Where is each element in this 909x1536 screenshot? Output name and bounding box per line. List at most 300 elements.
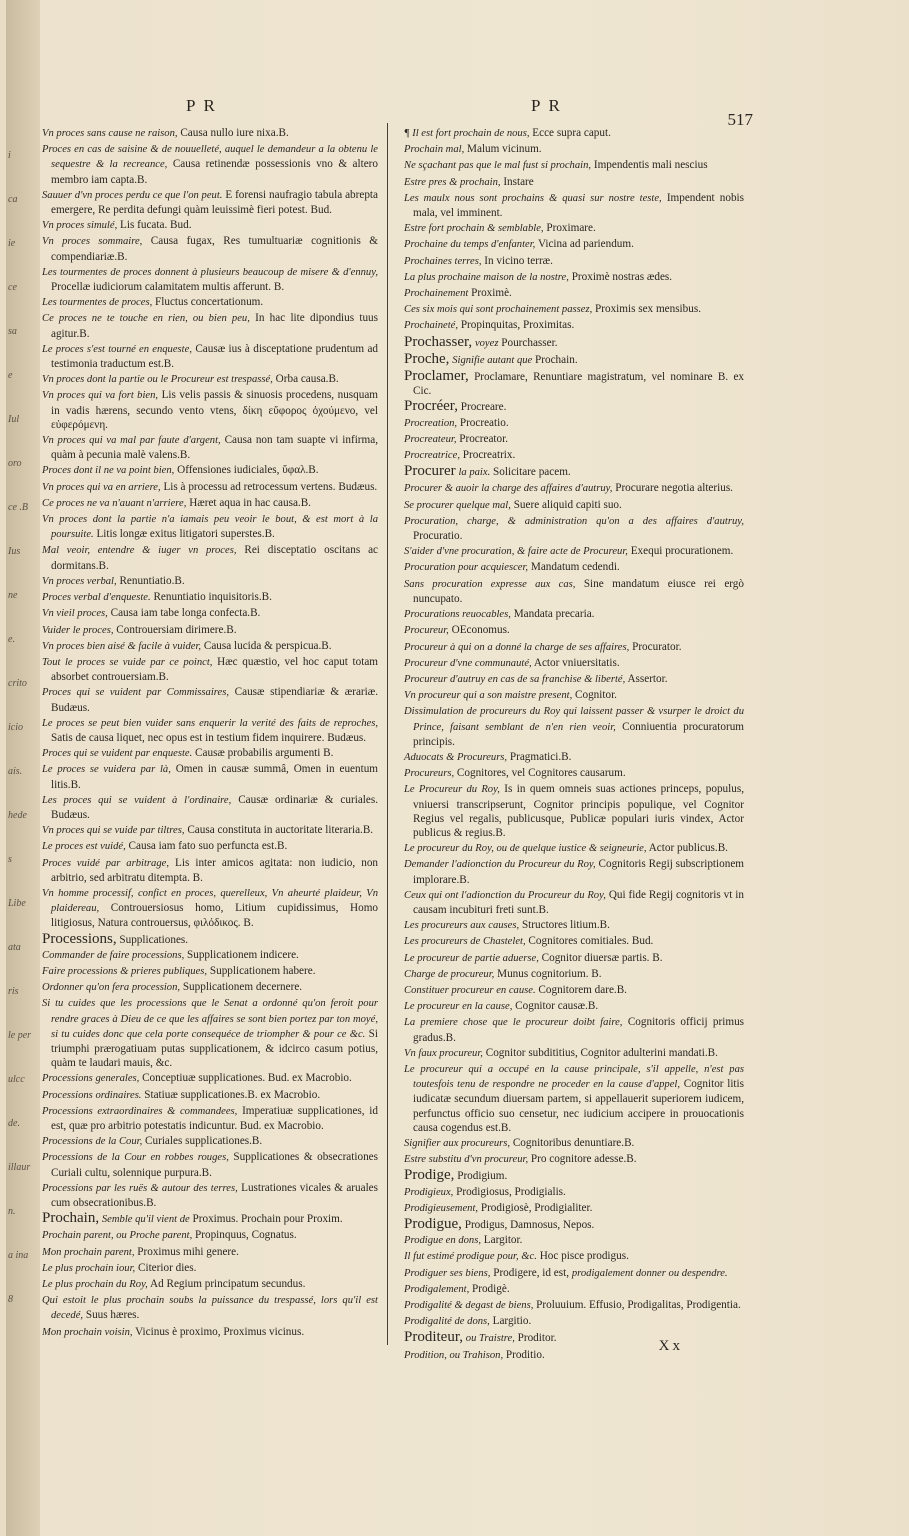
dictionary-entry — [42, 342, 378, 371]
gutter-fragment: crito — [8, 678, 27, 689]
headword: Procurer — [404, 463, 456, 480]
dictionary-entry — [404, 688, 744, 703]
dictionary-entry — [404, 448, 744, 463]
latin-equivalent: Prodigium. — [457, 1170, 508, 1183]
latin-equivalent: Proclamare, Renuntiare magistratum, vel nominare B. ex Cic. — [413, 371, 745, 398]
dictionary-entry — [404, 560, 744, 575]
french-phrase: Processions ordinaires. — [42, 1089, 142, 1101]
latin-equivalent: Munus cognitorium. B. — [497, 967, 602, 980]
dictionary-entry — [404, 640, 744, 655]
latin-equivalent: Rei disceptatio oscitans ac dormitans.B. — [51, 544, 378, 572]
dictionary-entry — [42, 388, 378, 432]
french-phrase: Ces six mois qui sont prochainement passez, — [404, 304, 593, 316]
dictionary-entry — [42, 142, 378, 187]
gutter-fragment: s — [8, 854, 12, 865]
dictionary-entry — [404, 221, 744, 236]
french-phrase: Qui estoit le plus prochain soubs la puissance du trespassé, lors qu'il est decedé, — [42, 1295, 378, 1322]
french-phrase: Vn proces qui va mal par faute d'argent, — [42, 435, 221, 447]
french-phrase: Le plus prochain du Roy, — [42, 1279, 148, 1291]
latin-equivalent: Structores litium.B. — [521, 919, 610, 932]
french-phrase: Prochainement — [404, 288, 469, 300]
latin-equivalent: Cognitorem dare.B. — [538, 983, 627, 996]
latin-equivalent: Proximare. — [546, 222, 596, 235]
french-phrase: Les proces qui se vuident à l'ordinaire, — [42, 794, 232, 806]
latin-equivalent: Procuratio. — [413, 530, 463, 543]
latin-equivalent: Solicitare pacem. — [493, 466, 571, 479]
facing-page-gutter — [6, 0, 40, 1536]
dictionary-entry — [404, 1330, 744, 1346]
dictionary-entry — [42, 1228, 378, 1243]
french-phrase: Vn proces simulé, — [42, 220, 118, 232]
french-phrase: Ordonner qu'on fera procession, — [42, 982, 181, 994]
latin-equivalent: Propinquitas, Proximitas. — [460, 319, 575, 332]
french-phrase: Mon prochain voisin, — [42, 1326, 133, 1338]
dictionary-entry — [42, 1088, 378, 1103]
latin-equivalent: Procreator. — [459, 432, 509, 445]
french-phrase: Se procurer quelque mal, — [404, 499, 511, 511]
french-phrase: Commander de faire processions, — [42, 949, 185, 961]
running-head-right: PR — [531, 96, 568, 115]
french-phrase: Le proces est vuidé, — [42, 841, 126, 853]
french-phrase: Procreateur, — [404, 433, 457, 445]
latin-equivalent: In vicino terræ. — [484, 254, 553, 267]
french-phrase: Vn proces dont la partie n'a iamais peu veoir le bout, & est mort à la poursuite. — [42, 514, 378, 541]
dictionary-entry — [42, 463, 378, 478]
french-phrase: Prodigalité de dons, — [404, 1316, 490, 1328]
french-phrase: Dissimulation de procureurs du Roy qui laissent passer & vsurper le droict du Prince, faisant semblant de n'en rien veoir, — [404, 706, 744, 733]
latin-equivalent: Conniuentia procuratorum principis. — [413, 720, 744, 748]
dictionary-entry — [404, 1201, 744, 1216]
latin-equivalent: Offensiones iudiciales, ὕφαλ.B. — [177, 464, 319, 477]
french-phrase: Le procureur en la cause, — [404, 1001, 513, 1013]
french-phrase: Vn homme processif, confict en proces, querelleux, Vn aheurté plaideur, Vn plaidereau, — [42, 887, 378, 915]
latin-equivalent: Impendent nobis mala, vel imminent. — [413, 191, 744, 220]
french-phrase: ou Traistre, — [465, 1333, 515, 1345]
dictionary-entry — [42, 856, 378, 885]
dictionary-entry — [42, 839, 378, 854]
dictionary-entry — [42, 655, 378, 684]
signature-mark: Xx — [658, 1338, 683, 1354]
french-phrase: Vn faux procureur, — [404, 1047, 483, 1059]
headword: Prochain, — [42, 1210, 100, 1227]
gutter-fragment: oro — [8, 458, 22, 469]
gutter-fragment: Iul — [8, 414, 20, 425]
dictionary-entry — [404, 1282, 744, 1297]
gutter-fragment: n. — [8, 1206, 16, 1217]
latin-equivalent: Curiales supplicationes.B. — [145, 1135, 263, 1148]
dictionary-entry — [404, 1217, 744, 1232]
dictionary-entry — [42, 716, 378, 745]
dictionary-entry — [42, 311, 378, 340]
dictionary-entry — [42, 295, 378, 310]
dictionary-entry — [404, 1298, 744, 1313]
dictionary-entry — [404, 335, 744, 351]
french-phrase: Le proces s'est tourné en enqueste, — [42, 343, 192, 355]
column-rule — [387, 123, 388, 1345]
latin-equivalent: Causæ ordinariæ & curiales. Budæus. — [51, 793, 379, 821]
french-phrase: Vn proces sommaire, — [42, 236, 143, 248]
dictionary-entry — [42, 1261, 378, 1276]
french-phrase: Estre pres & prochain, — [404, 176, 501, 188]
dictionary-entry — [404, 416, 744, 431]
latin-equivalent: Largitio. — [492, 1315, 532, 1328]
gutter-fragment: ca — [8, 194, 18, 205]
dictionary-entry — [404, 704, 744, 749]
french-phrase: Vn proces bien aisé & facile à vuider, — [42, 640, 202, 652]
dictionary-entry — [404, 514, 744, 543]
latin-equivalent: Supplicationem indicere. — [187, 948, 299, 961]
headword: Prodige, — [404, 1167, 455, 1184]
latin-equivalent: Proximè. — [471, 287, 512, 300]
dictionary-entry — [42, 234, 378, 263]
dictionary-entry — [404, 888, 744, 917]
french-phrase: Proces vuidé par arbitrage, — [42, 857, 169, 869]
dictionary-entry — [404, 254, 744, 269]
dictionary-entry — [42, 480, 378, 495]
latin-equivalent: Controuersiam dirimere.B. — [116, 623, 237, 636]
latin-equivalent: Pragmatici.B. — [509, 750, 572, 763]
latin-equivalent: Hæret aqua in hac causa.B. — [189, 496, 311, 509]
gutter-fragment: Libe — [8, 898, 26, 909]
dictionary-entry — [42, 932, 378, 947]
french-phrase: Prodiguer ses biens, — [404, 1267, 491, 1279]
dictionary-entry — [42, 433, 378, 462]
french-phrase: Estre fort prochain & semblable, — [404, 223, 544, 235]
dictionary-entry — [42, 1181, 378, 1210]
french-phrase: Processions de la Cour, — [42, 1136, 143, 1148]
headword: Procréer, — [404, 398, 458, 415]
french-phrase: Prochaine du temps d'enfanter, — [404, 239, 536, 251]
dictionary-page — [6, 0, 909, 1536]
latin-equivalent: Lis fucata. Bud. — [120, 219, 192, 232]
latin-equivalent: Ad Regium principatum secundus. — [150, 1278, 306, 1291]
latin-equivalent: Supplicationes. — [119, 933, 189, 946]
latin-equivalent: Vicinus è proximo, Proximus vicinus. — [135, 1325, 305, 1338]
latin-equivalent: Proximus mihi genere. — [137, 1245, 239, 1258]
dictionary-entry — [404, 623, 744, 638]
latin-equivalent: Exequi procurationem. — [630, 545, 734, 558]
dictionary-entry — [42, 126, 378, 141]
latin-equivalent: Satis de causa liquet, nec opus est in testium fidem inquirere. Budæus. — [51, 731, 367, 744]
latin-equivalent: Cognitoribus denuntiare.B. — [512, 1137, 635, 1149]
french-phrase: Proces qui se vuident par enqueste. — [42, 748, 193, 760]
latin-equivalent: Fluctus concertationum. — [155, 296, 264, 309]
latin-equivalent: Causa iam fato suo perfuncta est.B. — [128, 840, 288, 853]
gutter-fragment: i — [8, 150, 11, 161]
latin-equivalent: Procreatio. — [459, 416, 509, 429]
latin-equivalent: Causæ stipendiariæ & ærariæ. Budæus. — [51, 686, 379, 714]
dictionary-entry — [42, 1071, 378, 1086]
latin-equivalent: In hac lite dipondius tuus agitur.B. — [51, 312, 379, 340]
dictionary-entry — [42, 980, 378, 995]
gutter-fragment: ie — [8, 238, 16, 249]
latin-equivalent: Qui fide Regij cognitoris vt in causam incubituri freti sunt.B. — [413, 888, 745, 916]
latin-equivalent: Citerior dies. — [138, 1261, 197, 1274]
dictionary-entry — [404, 142, 744, 157]
dictionary-entry — [42, 590, 378, 605]
dictionary-entry — [404, 1314, 744, 1329]
headword: Proche, — [404, 350, 450, 367]
dictionary-entry — [404, 750, 744, 765]
latin-equivalent: Conceptiuæ supplicationes. Bud. ex Macrobio. — [142, 1072, 352, 1085]
french-phrase: Le plus prochain iour, — [42, 1262, 136, 1274]
gutter-fragment: le per — [8, 1030, 32, 1041]
latin-equivalent: Impendentis mali nescius — [593, 159, 708, 172]
french-phrase: Faire processions & prieres publiques, — [42, 965, 208, 977]
latin-equivalent: Proluuium. Effusio, Prodigalitas, Prodigentia. — [536, 1299, 741, 1312]
right-column — [404, 126, 744, 1364]
latin-equivalent: Propinquus, Cognatus. — [195, 1229, 297, 1242]
dictionary-entry — [42, 1134, 378, 1149]
latin-equivalent: Causa iam tabe longa confecta.B. — [110, 607, 261, 620]
latin-equivalent: Causa fugax, Res tumultuariæ cognitionis & compendiariæ.B. — [51, 235, 378, 263]
dictionary-entry — [404, 999, 744, 1014]
latin-equivalent: Mandata precaria. — [513, 608, 595, 621]
gutter-fragment: ris — [8, 986, 19, 997]
french-phrase: Processions par les ruës & autour des terres, — [42, 1182, 238, 1194]
latin-equivalent: Prochain. — [535, 353, 578, 366]
dictionary-entry — [42, 793, 378, 822]
gutter-fragment: ce — [8, 282, 17, 293]
french-phrase: Proces dont il ne va point bien, — [42, 465, 175, 477]
french-phrase: ¶ Il est fort prochain de nous, — [404, 128, 530, 139]
latin-equivalent: Is in quem omneis suas actiones princeps, populus, vniuersi transcripserunt, Cognitor principis populique, vel Cognitor Regius vel regalis, publicusque, Publicæ populari iuris vindex, Actor publicus & regius.B. — [413, 783, 744, 839]
latin-equivalent: Cognitoris officij primus gradus.B. — [413, 1016, 745, 1044]
dictionary-entry — [42, 685, 378, 714]
french-phrase: Les procureurs de Chastelet, — [404, 936, 526, 948]
dictionary-entry — [404, 1152, 744, 1167]
latin-equivalent: Proditio. — [505, 1348, 545, 1361]
french-phrase: Le procureur de partie aduerse, — [404, 952, 539, 964]
french-phrase: Demander l'adionction du Procureur du Roy, — [404, 859, 596, 871]
dictionary-entry — [404, 1136, 744, 1151]
latin-equivalent: Mandatum cedendi. — [530, 561, 620, 574]
latin-equivalent: Lustrationes vicales & aruales cum obsecrationibus.B. — [51, 1181, 379, 1210]
latin-equivalent: Actor publicus.B. — [648, 842, 728, 855]
french-phrase: Ce proces ne va n'auant n'arriere, — [42, 497, 187, 509]
french-phrase: Procureur d'autruy en cas de sa franchise & liberté, — [404, 673, 626, 685]
french-phrase: Les procureurs aux causes, — [404, 920, 520, 932]
french-phrase: Processions extraordinaires & commandees, — [42, 1105, 238, 1117]
latin-equivalent: Imperatiuæ supplicationes, id est, quæ pro arbitrio potestatis indicuntur. Bud. ex Macrobio. — [51, 1104, 378, 1132]
dictionary-entry — [404, 318, 744, 333]
gutter-fragment: ne — [8, 590, 18, 601]
french-phrase: Proces qui se vuident par Commissaires, — [42, 687, 229, 699]
latin-equivalent: Suus hæres. — [85, 1309, 140, 1322]
french-phrase: Sauuer d'vn proces perdu ce que l'on peut. — [42, 189, 223, 201]
latin-equivalent: Causa lucida & perspicua.B. — [203, 639, 332, 652]
french-phrase: Prodigalement, — [404, 1283, 470, 1295]
gutter-fragment: de. — [8, 1118, 20, 1129]
latin-equivalent: Actor vniuersitatis. — [533, 656, 620, 669]
latin-equivalent: Cognitor diuersæ partis. B. — [541, 951, 663, 964]
dictionary-entry — [42, 1104, 378, 1133]
french-phrase: Vn proces verbal, — [42, 575, 117, 587]
dictionary-entry — [404, 983, 744, 998]
dictionary-entry — [42, 1150, 378, 1179]
french-phrase: Prodigieux, — [404, 1186, 454, 1198]
latin-equivalent: Proximus. Prochain pour Proxim. — [192, 1213, 343, 1226]
latin-equivalent: Causa retinendæ possessionis vno & altero membro iam capta.B. — [51, 158, 379, 186]
latin-equivalent: Cognitor. — [575, 689, 617, 702]
headword: Prodigue, — [404, 1216, 462, 1233]
latin-equivalent: Instare — [503, 175, 534, 188]
left-column — [42, 126, 378, 1341]
french-phrase: Sans procuration expresse aux cas, — [404, 578, 576, 590]
latin-equivalent: Pourchasser. — [501, 336, 558, 349]
dictionary-entry — [42, 372, 378, 387]
french-phrase: Signifier aux procureurs, — [404, 1138, 511, 1149]
latin-equivalent: Procreatrix. — [462, 449, 516, 462]
latin-equivalent: OEconomus. — [451, 624, 510, 637]
french-phrase: Procureur, — [404, 625, 449, 637]
dictionary-entry — [42, 1325, 378, 1340]
latin-equivalent: Lis à processu ad retrocessum vertens. Budæus. — [163, 480, 378, 493]
french-phrase: Mon prochain parent, — [42, 1246, 135, 1258]
latin-equivalent: Cognitor causæ.B. — [515, 1000, 599, 1013]
dictionary-entry — [404, 782, 744, 840]
latin-equivalent: Procreare. — [460, 401, 507, 414]
french-phrase: Prochaineté, — [404, 320, 459, 332]
french-phrase: Ceux qui ont l'adionction du Procureur du Roy, — [404, 889, 606, 901]
dictionary-entry — [404, 126, 744, 141]
latin-equivalent: Renuntiatio inquisitoris.B. — [153, 591, 272, 604]
latin-equivalent: Causa nullo iure nixa.B. — [180, 127, 289, 139]
dictionary-entry — [404, 672, 744, 687]
gutter-fragment: ais. — [8, 766, 23, 777]
dictionary-entry — [404, 577, 744, 606]
dictionary-entry — [42, 1293, 378, 1323]
latin-equivalent: Supplicationem decernere. — [182, 981, 303, 994]
french-phrase: Prodigue en dons, — [404, 1235, 481, 1247]
gutter-fragment: icio — [8, 722, 23, 733]
french-gloss: prodigalement donner ou despendre. — [571, 1267, 728, 1279]
dictionary-entry — [404, 1185, 744, 1200]
dictionary-entry — [404, 607, 744, 622]
dictionary-entry — [404, 1046, 744, 1061]
french-phrase: S'aider d'vne procuration, & faire acte de Procureur, — [404, 546, 628, 558]
latin-equivalent: Procurare negotia alterius. — [615, 482, 733, 495]
french-phrase: Vn vieil proces, — [42, 608, 108, 620]
latin-equivalent: Omen in causæ summâ, Omen in euentum litis.B. — [51, 763, 378, 791]
latin-equivalent: Prodigiosè, Prodigialiter. — [480, 1201, 593, 1214]
latin-equivalent: Vicina ad pariendum. — [537, 238, 634, 251]
latin-equivalent: Orba causa.B. — [275, 373, 339, 386]
latin-equivalent: Hæc quæstio, vel hoc caput totam absorbet controuersiam.B. — [51, 655, 378, 684]
gutter-fragment: e — [8, 370, 13, 381]
dictionary-entry — [404, 951, 744, 966]
french-phrase: Estre substitu d'vn procureur, — [404, 1154, 529, 1166]
french-phrase: Vn proces qui se vuide par tiltres, — [42, 825, 185, 837]
dictionary-entry — [404, 464, 744, 480]
dictionary-entry — [404, 766, 744, 781]
french-phrase: Prochaines terres, — [404, 255, 482, 267]
french-phrase: Le procureur du Roy, ou de quelque iustice & seigneurie, — [404, 843, 647, 855]
latin-equivalent: Cognitores, vel Cognitores causarum. — [456, 767, 626, 780]
dictionary-entry — [404, 158, 744, 173]
dictionary-entry — [42, 543, 378, 572]
french-phrase: Procureurs, — [404, 768, 455, 780]
latin-equivalent: Procurator. — [632, 640, 682, 653]
dictionary-entry — [404, 934, 744, 949]
latin-equivalent: Malum vicinum. — [467, 143, 542, 156]
headword: Proditeur, — [404, 1329, 463, 1346]
dictionary-entry — [42, 996, 378, 1070]
dictionary-entry — [404, 270, 744, 285]
french-phrase: Prochain mal, — [404, 144, 465, 156]
latin-equivalent: E forensi naufragio tabula abrepta emergere, Re perdita defungi quàm leuissimè fieri potest. Bud. — [51, 188, 378, 217]
french-phrase: Procureur d'vne communauté, — [404, 657, 532, 669]
dictionary-entry — [404, 544, 744, 559]
dictionary-entry — [404, 432, 744, 447]
latin-equivalent: Supplicationes & obsecrationes Curiali cultu, solennique purpura.B. — [51, 1151, 378, 1179]
dictionary-entry — [404, 1266, 744, 1281]
dictionary-entry — [404, 1062, 744, 1135]
french-phrase: Il fut estimé prodigue pour, &c. — [404, 1251, 537, 1263]
latin-equivalent: Proximis sex mensibus. — [595, 303, 702, 316]
dictionary-entry — [404, 918, 744, 933]
latin-equivalent: Prodigere, id est, — [493, 1266, 570, 1279]
gutter-fragment: hede — [8, 810, 27, 821]
dictionary-entry — [404, 1348, 744, 1363]
latin-equivalent: Controuersiosus homo, Litium cupidissimus, Homo litigiosus, Natura controuersus, φιλόδικος. B. — [51, 902, 378, 930]
dictionary-entry — [42, 1211, 378, 1227]
french-phrase: Ne sçachant pas que le mal fust si prochain, — [404, 160, 592, 172]
french-phrase: Constituer procureur en cause. — [404, 984, 536, 996]
french-phrase: Vn proces qui va fort bien, — [42, 390, 159, 402]
latin-equivalent: Cognitoris Regij subscriptionem implorare.B. — [413, 858, 744, 886]
latin-equivalent: Procellæ iudiciorum calamitatem multis afferunt. B. — [51, 281, 285, 294]
latin-equivalent: Assertor. — [627, 672, 668, 685]
french-phrase: Le proces se peut bien vuider sans enquerir la verité des faits de reproches, — [42, 717, 378, 729]
dictionary-entry — [404, 656, 744, 671]
running-head-left: PR — [186, 96, 223, 115]
french-phrase: Ce proces ne te touche en rien, ou bien peu, — [42, 313, 250, 325]
french-phrase: Prodition, ou Trahison, — [404, 1349, 504, 1361]
dictionary-entry — [42, 948, 378, 963]
latin-equivalent: Litis longæ exitus litigatori superstes.B. — [96, 528, 275, 541]
dictionary-entry — [42, 1277, 378, 1292]
dictionary-entry — [42, 964, 378, 979]
latin-equivalent: Prodigè. — [472, 1282, 510, 1295]
french-phrase: Vuider le proces, — [42, 624, 114, 636]
french-phrase: Signifie autant que — [452, 354, 533, 366]
dictionary-entry — [42, 496, 378, 511]
dictionary-entry — [42, 639, 378, 654]
dictionary-entry — [42, 218, 378, 233]
gutter-fragment: Ius — [8, 546, 21, 557]
french-phrase: Le procureur qui a occupé en la cause principale, s'il appelle, n'est pas toutesfois tenu de respondre ne proceder en la cause d'appel, — [404, 1063, 744, 1091]
latin-equivalent: Lis velis passis & sinuosis procedens, nusquam in vadis hærens, secundo vento vtens, δίκη εὔφορος ὀχούμενο, vel εὐφερόμενη. — [51, 389, 378, 431]
gutter-fragment: ce .B — [8, 502, 28, 513]
french-phrase: Si tu cuides que les processions que le Senat a ordonné qu'on feroit pour rendre graces à Dieu de ce que les affaires se sont bien portez par ton moyé, si tu cuides donc que cela porte consequéce de triompher & pour ce &c. — [42, 998, 378, 1040]
dictionary-entry — [404, 1015, 744, 1044]
latin-equivalent: Ecce supra caput. — [532, 127, 611, 139]
french-phrase: Procreation, — [404, 417, 458, 429]
latin-equivalent: Cognitores comitiales. Bud. — [528, 935, 654, 948]
latin-equivalent: Proditor. — [517, 1332, 557, 1345]
gutter-fragment: illaur — [8, 1162, 31, 1173]
french-phrase: Prodigieusement, — [404, 1202, 479, 1214]
french-phrase: Semble qu'il vient de — [101, 1214, 190, 1226]
french-phrase: Charge de procureur, — [404, 968, 495, 980]
latin-equivalent: Pro cognitore adesse.B. — [530, 1153, 637, 1166]
french-phrase: Processions de la Cour en robbes rouges, — [42, 1152, 229, 1164]
french-phrase: La plus prochaine maison de la nostre, — [404, 271, 569, 283]
dictionary-entry — [42, 574, 378, 589]
dictionary-entry — [404, 967, 744, 982]
gutter-fragment: ulcc — [8, 1074, 25, 1085]
